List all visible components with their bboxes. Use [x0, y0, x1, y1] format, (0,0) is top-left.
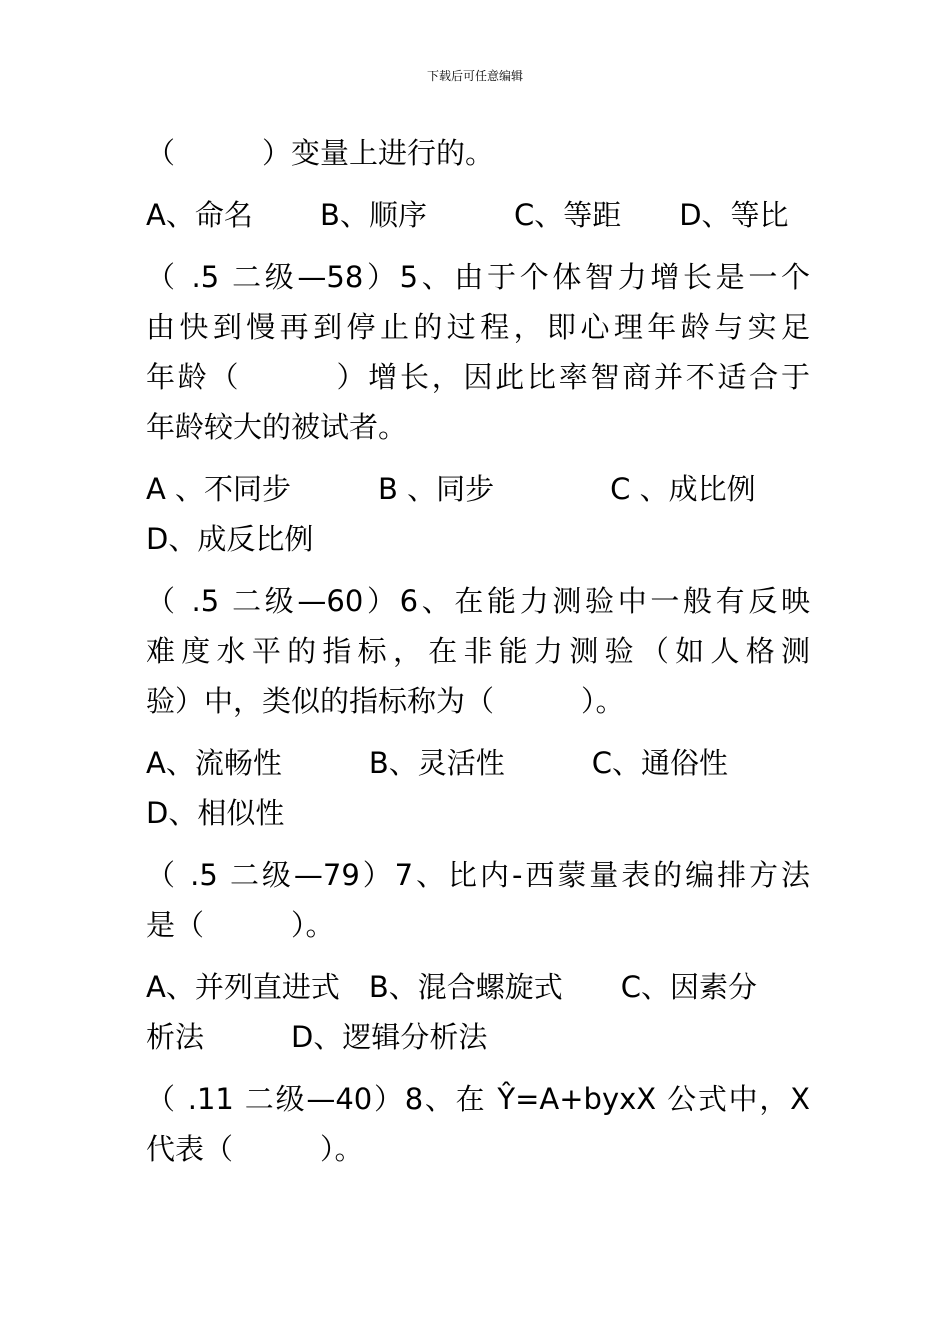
question-7-stem-line-2: 是（ ）。 — [146, 908, 335, 942]
question-5-options-line-2: D、成反比例 — [146, 522, 314, 556]
question-4-stem-end: （ ）变量上进行的。 — [146, 136, 495, 170]
question-5-stem-line-3: 年龄（ ）增长，因此比率智商并不适合于 — [146, 360, 810, 394]
question-5-stem-line-1: （ .5 二级—58）5、由于个体智力增长是一个 — [146, 260, 810, 294]
question-7-options-line-2: 析法 D、逻辑分析法 — [146, 1020, 488, 1054]
question-6-stem-line-3: 验）中，类似的指标称为（ ）。 — [146, 684, 625, 718]
question-6-options-line-1: A、流畅性 B、灵活性 C、通俗性 — [146, 746, 728, 780]
question-5-stem-line-4: 年龄较大的被试者。 — [146, 410, 408, 444]
question-6-options-line-2: D、相似性 — [146, 796, 285, 830]
page-header: 下载后可任意编辑 — [426, 69, 523, 83]
question-7-options-line-1: A、并列直进式 B、混合螺旋式 C、因素分 — [146, 970, 757, 1004]
question-4-options: A、命名 B、顺序 C、等距 D、等比 — [146, 198, 789, 232]
question-6-stem-line-2: 难度水平的指标，在非能力测验（如人格测 — [146, 634, 810, 668]
document-body — [146, 128, 810, 1174]
question-5-stem-line-2: 由快到慢再到停止的过程，即心理年龄与实足 — [146, 310, 810, 344]
question-5-options-line-1: A 、不同步 B 、同步 C 、成比例 — [146, 472, 756, 506]
question-6-stem-line-1: （ .5 二级—60）6、在能力测验中一般有反映 — [146, 584, 810, 618]
question-7-stem-line-1: （ .5 二级—79）7、比内-西蒙量表的编排方法 — [146, 858, 810, 892]
question-8-stem-line-1: （ .11 二级—40）8、在 Ŷ=A+byxX 公式中，X — [146, 1082, 810, 1116]
question-8-stem-line-2: 代表（ ）。 — [146, 1132, 364, 1166]
